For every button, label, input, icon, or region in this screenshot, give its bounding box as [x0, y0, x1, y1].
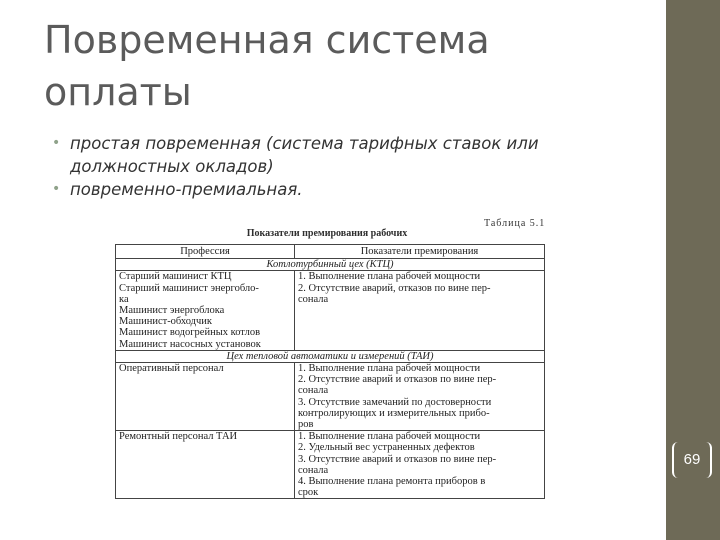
bullet-text: простая повременная (система тарифных ставок или должностных окладов)	[70, 134, 539, 176]
cell-line: Машинист насосных установок	[119, 338, 261, 350]
cell-line: 3. Отсутствие аварий и отказов по вине пер-	[298, 453, 497, 465]
profession-cell	[116, 271, 295, 350]
cell-line: 4. Выполнение плана ремонта приборов в	[298, 476, 486, 488]
table-row	[116, 271, 545, 350]
cell-line: 2. Отсутствие аварий, отказов по вине пер-	[298, 282, 491, 294]
indicators-cell	[295, 363, 545, 431]
bullet-icon: •	[52, 181, 61, 197]
bullet-list	[50, 132, 650, 201]
cell-line: ка	[119, 293, 129, 305]
section-row	[116, 350, 545, 362]
cell-line: Машинист водогрейных котлов	[119, 327, 261, 339]
section-name: Цех тепловой автоматики и измерений (ТАИ)	[116, 350, 545, 362]
header-profession: Профессия	[116, 245, 295, 259]
cell-line: 1. Выполнение плана рабочей мощности	[298, 271, 481, 283]
section-name: Котлотурбинный цех (КТЦ)	[116, 259, 545, 271]
slide-title: Повременная система оплаты	[44, 18, 490, 114]
cell-line: сонала	[298, 464, 329, 476]
cell-line: Старший машинист КТЦ	[119, 271, 232, 283]
table-row	[116, 363, 545, 431]
cell-line: 2. Отсутствие аварий и отказов по вине пер-	[298, 374, 497, 386]
section-row	[116, 259, 545, 271]
profession-cell	[116, 431, 295, 499]
bullet-icon: •	[52, 135, 61, 151]
indicators-cell	[295, 431, 545, 499]
indicators-cell	[295, 271, 545, 350]
header-indicators: Показатели премирования	[295, 245, 545, 259]
bonus-table	[115, 244, 545, 499]
cell-line: контролирующих и измерительных прибо-	[298, 407, 490, 419]
cell-line: 2. Удельный вес устраненных дефектов	[298, 442, 475, 454]
table-header-row	[116, 245, 545, 259]
page-number: 69	[683, 451, 701, 468]
profession-cell	[116, 363, 295, 431]
cell-line: сонала	[298, 293, 329, 305]
bullet-text: повременно-премиальная.	[70, 180, 303, 199]
bullet-item	[50, 132, 650, 178]
cell-line: Машинист энергоблока	[119, 305, 225, 317]
cell-line: Оперативный персонал	[119, 363, 224, 375]
cell-line: 1. Выполнение плана рабочей мощности	[298, 363, 481, 375]
cell-line: сонала	[298, 385, 329, 397]
cell-line: 3. Отсутствие замечаний по достоверности	[298, 396, 492, 408]
cell-line: ров	[298, 419, 314, 431]
cell-line: срок	[298, 487, 319, 499]
scanned-table	[112, 212, 556, 532]
cell-line: Ремонтный персонал ТАИ	[119, 431, 238, 443]
table-row	[116, 431, 545, 499]
table-title: Показатели премирования рабочих	[246, 228, 408, 239]
table-caption: Таблица 5.1	[484, 218, 546, 229]
cell-line: Старший машинист энергобло-	[119, 282, 259, 294]
cell-line: Машинист-обходчик	[119, 316, 213, 328]
cell-line: 1. Выполнение плана рабочей мощности	[298, 431, 481, 443]
bullet-item	[50, 178, 650, 201]
page-number-badge	[672, 442, 712, 478]
